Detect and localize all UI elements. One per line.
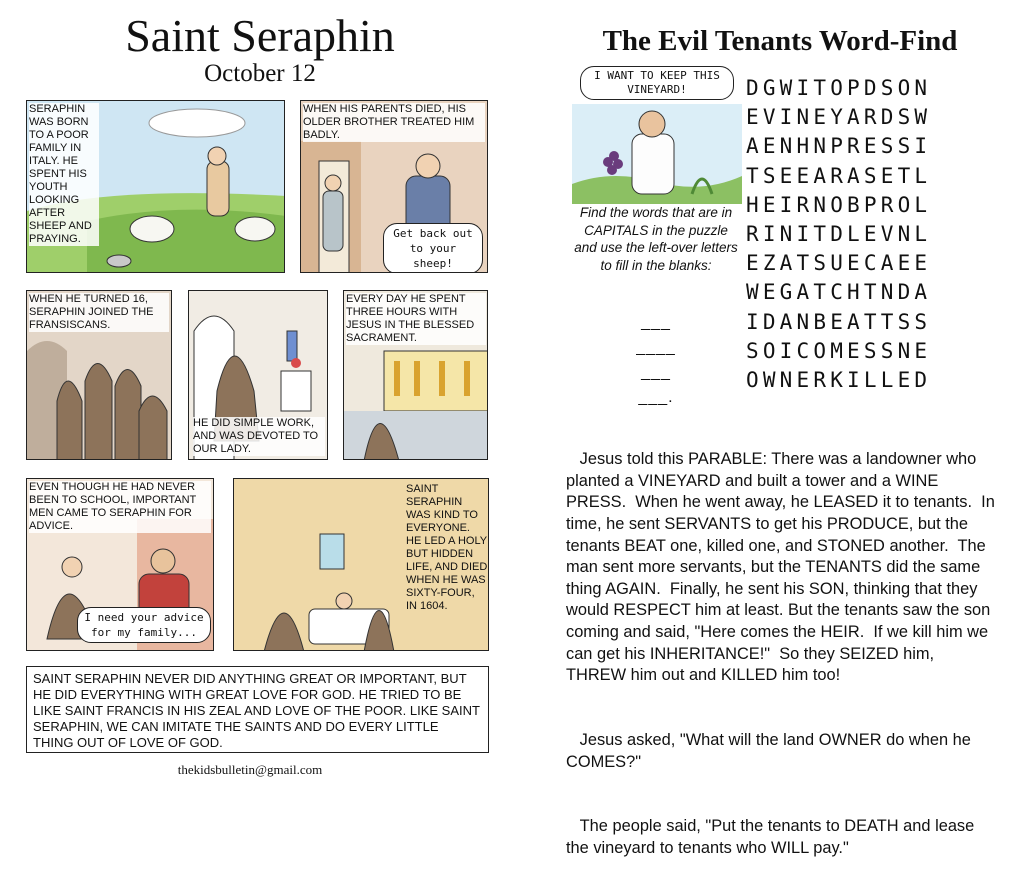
panel-3-caption: WHEN HE TURNED 16, SERAPHIN JOINED THE FRANSISCANS. [29,293,169,332]
tenant-speech-bubble: I WANT TO KEEP THIS VINEYARD! [580,66,734,100]
parable-story [566,406,1000,881]
feast-date: October 12 [204,60,316,87]
panel-7-caption: SAINT SERAPHIN WAS KIND TO EVERYONE. HE LED A HOLY BUT HIDDEN LIFE, AND DIED WHEN HE WAS SIXTY-FOUR, IN 1604. [406,483,488,612]
letter-grid [746,74,1016,395]
comic-panel-5 [343,290,488,460]
grid-row-7: EZATSUECAEE [746,251,932,276]
comic-panel-6 [26,478,214,651]
wordfind-title: The Evil Tenants Word-Find [602,25,958,57]
answer-blank-1[interactable]: ___ [641,314,671,331]
comic-panel-2 [300,100,488,273]
panel-2-caption: WHEN HIS PARENTS DIED, HIS OLDER BROTHER TREATED HIM BADLY. [303,103,485,142]
panel-6-caption: EVEN THOUGH HE HAD NEVER BEEN TO SCHOOL, IMPORTANT MEN CAME TO SERAPHIN FOR ADVICE. [29,481,211,533]
comic-panel-1 [26,100,285,273]
grid-row-2: EVINEYARDSW [746,105,932,130]
grid-row-3: AENHNPRESSI [746,134,932,159]
contact-email: thekidsbulletin@gmail.com [177,762,323,777]
summary-box [26,666,489,753]
comic-panel-3 [26,290,172,460]
grid-row-8: WEGATCHTNDA [746,280,932,305]
grid-row-1: DGWITOPDSON [746,76,932,100]
panel-6-speech-bubble: I need your advice for my family... [77,607,211,643]
panel-1-caption: SERAPHIN WAS BORN TO A POOR FAMILY IN ITALY. HE SPENT HIS YOUTH LOOKING AFTER SHEEP AND PRAYING. [29,103,99,246]
panel-4-caption: HE DID SIMPLE WORK, AND WAS DEVOTED TO OUR LADY. [193,417,325,456]
comic-title: Saint Seraphin [125,10,395,61]
comic-panel-4 [188,290,328,460]
answer-blank-2[interactable]: ____ [636,339,676,356]
comic-panel-7 [233,478,489,651]
answer-blank-3[interactable]: ___ [641,364,671,381]
grid-row-10: SOICOMESSNE [746,338,932,363]
story-paragraph-2: Jesus asked, "What will the land OWNER do when he COMES?" [566,730,976,771]
grid-row-5: HEIRNOBPROL [746,192,932,217]
panel-5-caption: EVERY DAY HE SPENT THREE HOURS WITH JESUS IN THE BLESSED SACRAMENT. [346,293,486,345]
answer-blank-4[interactable]: ___. [638,389,674,406]
grid-row-6: RINITDLEVNL [746,222,932,247]
grid-row-4: TSEEARASETL [746,163,932,188]
story-paragraph-1: Jesus told this PARABLE: There was a landowner who planted a VINEYARD and built a tower and a WINE PRESS. When he went away, he LEASED it to tenants. In time, he sent SERVANTS to get his PRODUCE, but the tenants BEAT one, killed one, and STONED another. The man sent more servants, but the TENANTS did the same thing AGAIN. Finally, he sent his SON, thinking that they would RESPECT him at least. But the tenants saw the son coming and said, "Here comes the HEIR. If we kill him we can get his INHERITANCE!" So they SEIZED him, THREW him out and KILLED him too! [566,450,1000,685]
grid-row-11: OWNERKILLED [746,368,932,393]
wordfind-instructions: Find the words that are in CAPITALS in the puzzle and use the left-over letters to fill in the blanks: [574,205,738,273]
summary-text: SAINT SERAPHIN NEVER DID ANYTHING GREAT OR IMPORTANT, BUT HE DID EVERYTHING WITH GREAT LOVE FOR GOD. HE TRIED TO BE LIKE SAINT FRANCIS IN HIS ZEAL AND LOVE OF THE POOR. LIKE SAINT SERAPHIN, WE CAN IMITATE THE SAINTS AND DO EVERY LITTLE THING OUT OF LOVE OF GOD. [33,671,480,750]
tenant-illustration [572,64,742,204]
panel-2-speech-bubble: Get back out to your sheep! [383,223,483,273]
answer-blanks [596,310,716,410]
story-paragraph-3: The people said, "Put the tenants to DEATH and lease the vineyard to tenants who WILL pay." [566,817,979,857]
grid-row-9: IDANBEATTSS [746,309,932,334]
